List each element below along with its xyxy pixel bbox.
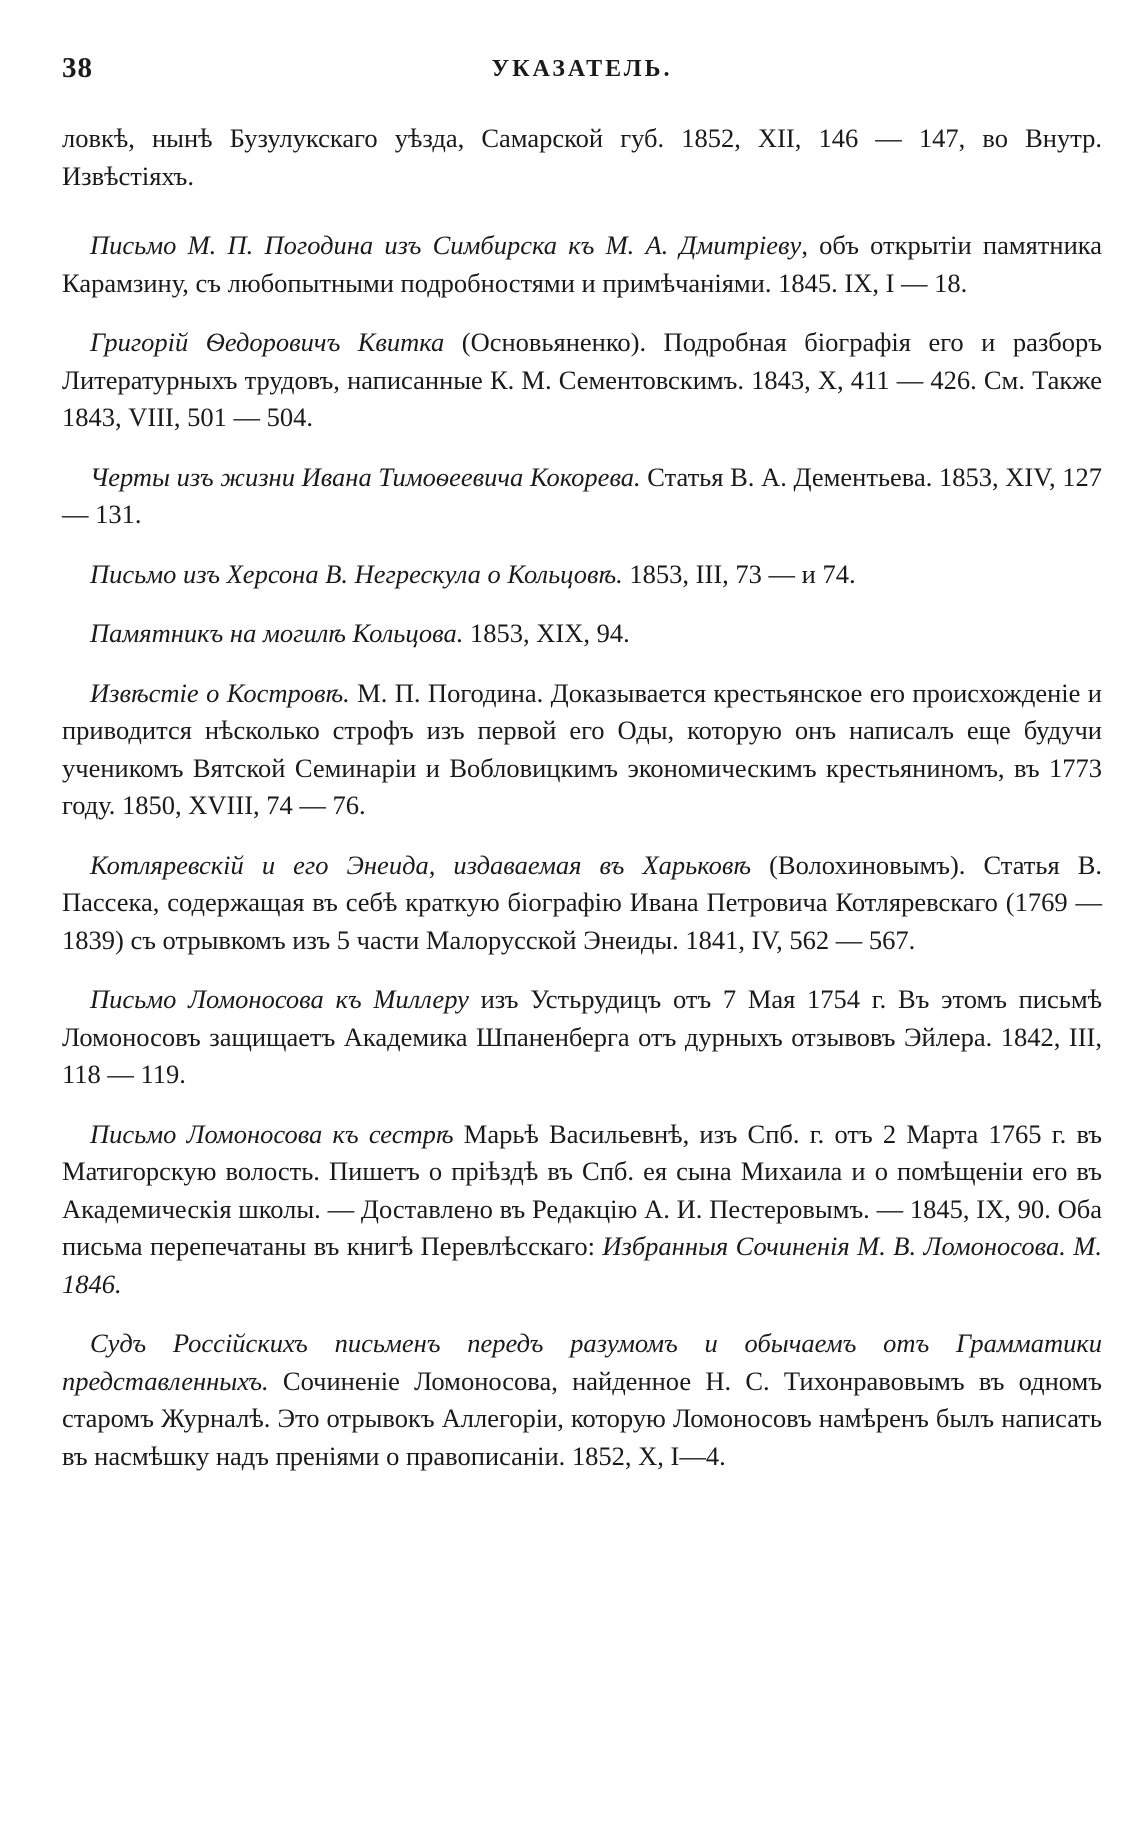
index-entry bbox=[62, 1325, 1102, 1475]
index-entry bbox=[62, 459, 1102, 534]
running-head: УКАЗАТЕЛЬ. bbox=[491, 56, 673, 82]
entry-book-title: Избранныя Сочиненія М. В. Ломоносова. М. 1846. bbox=[62, 1231, 1102, 1299]
entry-title: Котляревскій и его Энеида, издаваемая въ Харьковѣ bbox=[90, 849, 752, 880]
index-entry bbox=[62, 227, 1102, 302]
entry-text: Марьѣ Васильевнѣ, изъ Спб. г. отъ 2 Марта 1765 г. въ Матигорскую волость. Пишетъ о пріѣздѣ въ Спб. ея сына Михаила и о помѣщеніи его въ Академическія школы. — Доставлено въ Редакцію А. И. Пестеровымъ. — 1845, IX, 90. Оба письма перепечатаны въ книгѣ Перевлѣсскаго: bbox=[62, 1118, 1103, 1261]
index-entry bbox=[62, 1116, 1102, 1304]
index-entry bbox=[62, 556, 1102, 594]
entry-text: 1853, III, 73 — и 74. bbox=[622, 558, 856, 589]
entry-text: , объ открытіи памятника Карамзину, съ любопытными подробностями и примѣчаніями. 1845. IX, I — 18. bbox=[62, 230, 1102, 298]
entry-title: Письмо изъ Херсона В. Негрескула о Кольцовѣ. bbox=[90, 558, 623, 589]
entry-title: Григорій Ѳедоровичъ Квитка bbox=[90, 327, 445, 357]
entry-title: Извѣстіе о Костровѣ. bbox=[90, 677, 350, 708]
entry-title: Черты изъ жизни Ивана Тимоѳеевича Кокорева. bbox=[90, 461, 641, 492]
entry-title: Письмо Ломоносова къ сестрѣ bbox=[90, 1118, 454, 1149]
entry-title: Судъ Россійскихъ письменъ передъ разумомъ и обычаемъ отъ Грамматики представленныхъ. bbox=[62, 1328, 1102, 1396]
index-entry bbox=[62, 675, 1102, 825]
entry-title: Письмо Ломоносова къ Миллеру bbox=[90, 984, 469, 1014]
index-entry bbox=[62, 324, 1102, 437]
entry-text: М. П. Погодина. Доказывается крестьянское его происхожденіе и приводится нѣсколько строфъ изъ первой его Оды, которую онъ написалъ еще будучи ученикомъ Вятской Семинаріи и Вобловицкимъ экономическимъ крестьяниномъ, въ 1773 году. 1850, XVIII, 74 — 76. bbox=[62, 677, 1102, 820]
entry-text: изъ Устьрудицъ отъ 7 Мая 1754 г. Въ этомъ письмѣ Ломоносовъ защищаетъ Академика Шпаненберга отъ дурныхъ отзывовъ Эйлера. 1842, III, 118 — 119. bbox=[62, 984, 1102, 1089]
index-entry bbox=[62, 981, 1102, 1094]
index-entries bbox=[62, 120, 1102, 1497]
entry-text: ловкѣ, нынѣ Бузулукскаго уѣзда, Самарской губ. 1852, XII, 146 — 147, во Внутр. Извѣстіяхъ. bbox=[62, 123, 1102, 191]
entry-text: 1853, XIX, 94. bbox=[463, 618, 630, 648]
page-header bbox=[62, 52, 1102, 92]
entry-text: (Основьяненко). Подробная біографія его и разборъ Литературныхъ трудовъ, написанные К. М. Сементовскимъ. 1843, X, 411 — 426. См. Также 1843, VIII, 501 — 504. bbox=[62, 327, 1102, 432]
entry-title: Памятникъ на могилѣ Кольцова. bbox=[90, 618, 464, 648]
entry-text: Статья В. А. Дементьева. 1853, XIV, 127 — 131. bbox=[62, 461, 1102, 529]
index-entry bbox=[62, 615, 1102, 653]
entry-text: (Волохиновымъ). Статья В. Пассека, содержащая въ себѣ краткую біографію Ивана Петровича Котляревскаго (1769 — 1839) съ отрывкомъ изъ 5 части Малорусской Энеиды. 1841, IV, 562 — 567. bbox=[62, 849, 1102, 955]
index-entry bbox=[62, 120, 1102, 195]
entry-text: Сочиненіе Ломоносова, найденное Н. С. Тихонравовымъ въ одномъ старомъ Журналѣ. Это отрывокъ Аллегоріи, которую Ломоносовъ намѣренъ былъ написать въ насмѣшку надъ преніями о правописаніи. 1852, X, I—4. bbox=[62, 1365, 1102, 1471]
entry-title: Письмо М. П. Погодина изъ Симбирска къ М. А. Дмитріеву bbox=[90, 230, 802, 260]
index-entry bbox=[62, 847, 1102, 960]
page-number: 38 bbox=[62, 52, 93, 84]
